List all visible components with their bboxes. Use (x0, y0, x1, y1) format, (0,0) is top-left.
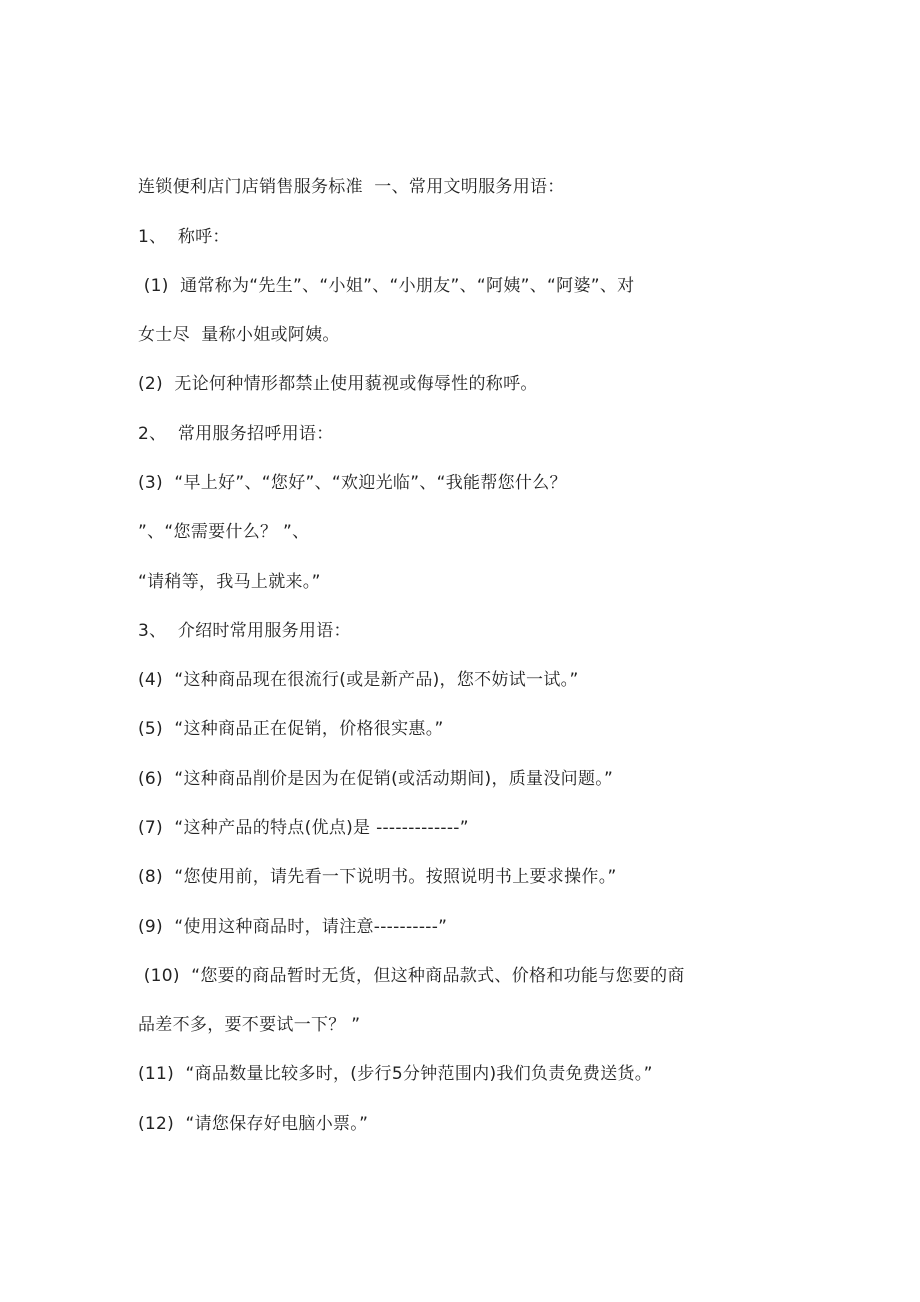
text-line: 品差不多，要不要试一下？ ” (138, 1015, 361, 1035)
text-line: (11) “商品数量比较多时，(步行5分钟范围内)我们负责免费送货。” (138, 1064, 653, 1084)
text-line: (3) “早上好”、“您好”、“欢迎光临”、“我能帮您什么？ (138, 473, 567, 493)
text-line: ”、“您需要什么？ ”、 (138, 522, 310, 542)
text-line: “请稍等，我马上就来。” (138, 572, 321, 592)
section-heading-1: 1、 称呼： (138, 227, 230, 247)
text-line: (12) “请您保存好电脑小票。” (138, 1114, 369, 1134)
text-line: (6) “这种商品削价是因为在促销(或活动期间)，质量没问题。” (138, 769, 614, 789)
text-line: (7) “这种产品的特点(优点)是 -------------” (138, 818, 469, 838)
text-line: (5) “这种商品正在促销，价格很实惠。” (138, 719, 444, 739)
text-line: (4) “这种商品现在很流行(或是新产品)，您不妨试一试。” (138, 670, 579, 690)
document-title-line: 连锁便利店门店销售服务标准 一、常用文明服务用语： (138, 177, 565, 197)
text-line: (2) 无论何种情形都禁止使用藐视或侮辱性的称呼。 (138, 374, 538, 394)
text-line: (9) “使用这种商品时，请注意----------” (138, 917, 448, 937)
section-heading-2: 2、 常用服务招呼用语： (138, 424, 334, 444)
text-line: 女士尽 量称小姐或阿姨。 (138, 325, 340, 345)
text-line: (10) “您要的商品暂时无货，但这种商品款式、价格和功能与您要的商 (138, 966, 685, 986)
section-heading-3: 3、 介绍时常用服务用语： (138, 621, 351, 641)
text-line: (1) 通常称为“先生”、“小姐”、“小朋友”、“阿姨”、“阿婆”、对 (138, 276, 635, 296)
text-line: (8) “您使用前，请先看一下说明书。按照说明书上要求操作。” (138, 867, 617, 887)
